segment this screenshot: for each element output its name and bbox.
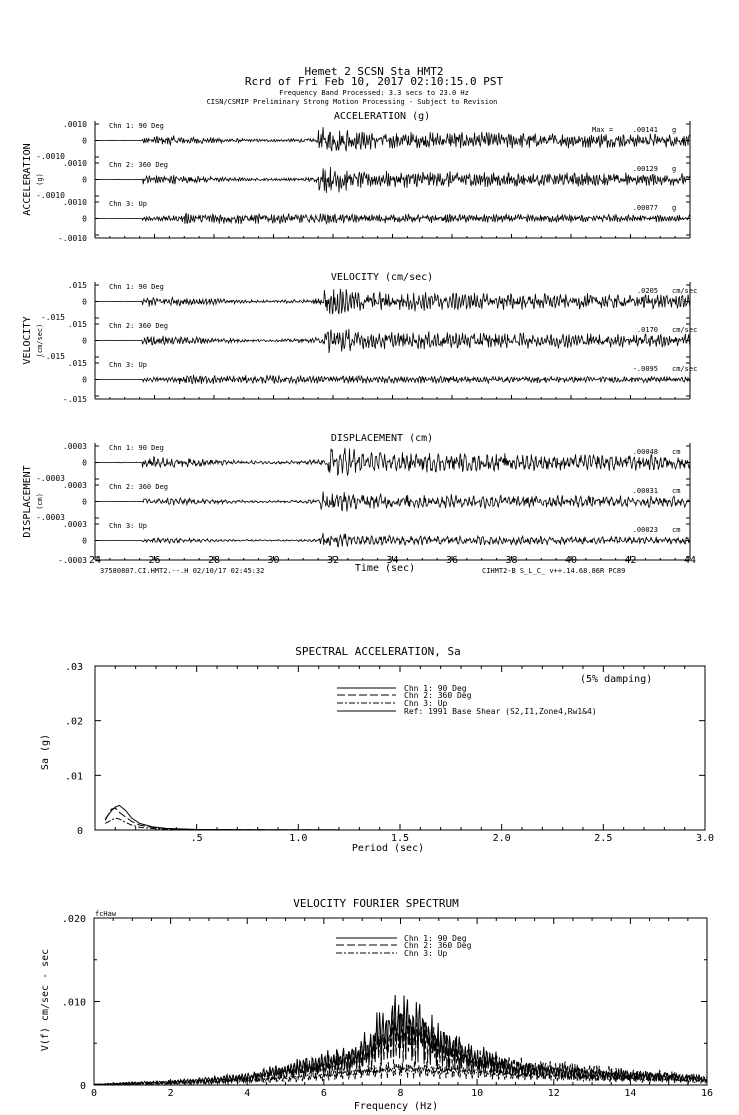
legend-label: Ref: 1991 Base Shear (S2,I1,Zone4,Rw1&4)	[404, 707, 597, 716]
legend-label: Chn 2: 360 Deg	[404, 941, 472, 950]
x-tick-label: 24	[88, 555, 102, 566]
panel-title: VELOCITY (cm/sec)	[330, 272, 434, 283]
channel-trace	[95, 329, 690, 353]
legend-label: Chn 1: 90 Deg	[404, 684, 467, 693]
x-tick-label: 32	[326, 555, 340, 566]
y-tick-label-top: .0010	[62, 198, 87, 207]
channel-peak-value: .0170	[636, 326, 658, 334]
y-tick-label: 0	[76, 826, 83, 837]
x-tick-label: 38	[505, 555, 518, 566]
channel-peak-value: .00023	[632, 526, 658, 534]
x-tick-label: 44	[683, 555, 697, 566]
channel-name: Chn 3: Up	[109, 200, 147, 208]
x-tick-label: 1.5	[390, 833, 410, 844]
channel-unit: cm/sec	[672, 326, 698, 334]
x-tick-label: 3.0	[695, 833, 715, 844]
time-series-panels	[22, 111, 697, 566]
channel-unit: g	[672, 204, 677, 212]
channel-name: Chn 1: 90 Deg	[109, 283, 164, 291]
channel-peak-value: .00077	[632, 204, 658, 212]
y-tick-label-zero: 0	[82, 136, 87, 146]
channel-name: Chn 1: 90 Deg	[109, 444, 164, 452]
x-tick-label: 10	[471, 1088, 484, 1099]
x-tick-label: 28	[207, 555, 221, 566]
sa-series-line	[105, 805, 339, 830]
panel-yunit: (cm)	[36, 493, 44, 510]
channel-peak-value: .0205	[636, 287, 658, 295]
channel-unit: cm/sec	[672, 287, 698, 295]
x-tick-label: 6	[320, 1088, 327, 1099]
y-tick-label: .020	[61, 914, 86, 925]
channel-peak-value: .00129	[632, 165, 658, 173]
legend-label: Chn 2: 360 Deg	[404, 691, 472, 700]
channel-name: Chn 2: 360 Deg	[109, 322, 169, 330]
x-tick-label: 1.0	[289, 833, 308, 844]
panel-ylabel: ACCELERATION	[22, 143, 33, 216]
y-tick-label-top: .0010	[62, 120, 87, 129]
spectral-acceleration-chart	[65, 662, 714, 844]
channel-unit: g	[672, 165, 677, 173]
header-record-time: Rcrd of Fri Feb 10, 2017 02:10:15.0 PST	[244, 75, 504, 88]
y-tick-label-bottom: -.015	[62, 395, 87, 404]
plot-frame	[94, 918, 707, 1085]
channel-unit: cm/sec	[672, 365, 698, 373]
y-tick-label-zero: 0	[82, 214, 87, 224]
x-tick-label: 2.0	[492, 833, 511, 844]
x-tick-label: 14	[624, 1088, 637, 1099]
legend-label: Chn 3: Up	[404, 699, 448, 708]
channel-peak-value: -.0095	[632, 365, 658, 373]
channel-trace	[95, 375, 690, 384]
x-tick-label: 16	[700, 1088, 714, 1099]
y-tick-label: .03	[64, 662, 83, 673]
channel-name: Chn 2: 360 Deg	[109, 483, 169, 491]
time-footer-left: 37580807.CI.HMT2.--.H 02/10/17 02:45:32	[100, 567, 265, 575]
channel-name: Chn 3: Up	[109, 361, 147, 369]
channel-unit: cm	[672, 448, 681, 456]
fourier-title: VELOCITY FOURIER SPECTRUM	[293, 897, 459, 910]
y-tick-label: .01	[64, 771, 83, 783]
y-tick-label-bottom: -.0010	[58, 234, 87, 243]
fourier-corner-label: fcHaw	[95, 910, 117, 918]
y-tick-label-bottom: -.015	[40, 352, 65, 361]
y-tick-label: .010	[61, 997, 86, 1009]
y-tick-label-zero: 0	[82, 175, 87, 185]
y-tick-label-zero: 0	[82, 297, 87, 307]
y-tick-label: .02	[64, 716, 83, 728]
y-tick-label-zero: 0	[82, 336, 87, 346]
y-tick-label-bottom: -.0010	[36, 191, 65, 200]
y-tick-label-top: .015	[67, 281, 87, 290]
channel-peak-value: .00048	[632, 448, 658, 456]
x-tick-label: 0	[90, 1088, 98, 1099]
legend-label: Chn 1: 90 Deg	[404, 934, 467, 943]
sa-series-line	[105, 808, 339, 830]
plot-frame	[95, 666, 705, 830]
panel-yunit: (cm/sec)	[36, 323, 44, 358]
legend-label: Chn 3: Up	[404, 949, 448, 958]
channel-trace	[95, 213, 690, 224]
channel-trace	[95, 533, 690, 547]
channel-peak-value: .00141	[632, 126, 658, 134]
panel-title: ACCELERATION (g)	[333, 111, 431, 122]
x-tick-label: 40	[564, 555, 578, 566]
time-footer-right: CIHMT2-B S_L_C_ v++.14.68.86R PC89	[482, 567, 626, 575]
channel-name: Chn 3: Up	[109, 522, 147, 530]
x-tick-label: 26	[148, 555, 161, 566]
y-tick-label-top: .015	[67, 359, 87, 368]
channel-unit: g	[672, 126, 677, 134]
channel-unit: cm	[672, 526, 681, 534]
y-tick-label-top: .0003	[62, 442, 87, 451]
panel-ylabel: VELOCITY	[22, 316, 33, 365]
channel-peak-value: .00031	[632, 487, 658, 495]
x-tick-label: 36	[445, 555, 459, 566]
channel-trace	[95, 167, 690, 193]
channel-trace	[95, 448, 690, 476]
channel-name: Chn 1: 90 Deg	[109, 122, 164, 130]
y-tick-label-top: .015	[67, 320, 87, 329]
panel-title: DISPLACEMENT (cm)	[330, 433, 434, 444]
y-tick-label-top: .0003	[62, 481, 87, 490]
x-tick-label: 4	[244, 1088, 251, 1099]
y-tick-label-top: .0003	[62, 520, 87, 529]
panel-yunit: (g)	[36, 173, 44, 186]
x-tick-label: 34	[386, 555, 399, 566]
y-tick-label: 0	[79, 1081, 86, 1092]
y-tick-label-bottom: -.0003	[58, 556, 87, 565]
y-tick-label-zero: 0	[82, 458, 87, 468]
channel-unit: cm	[672, 487, 681, 495]
y-tick-label-zero: 0	[82, 375, 87, 385]
panel-ylabel: DISPLACEMENT	[22, 465, 33, 538]
time-axis-label: Time (sec)	[354, 563, 416, 574]
max-prefix: Max =	[592, 126, 614, 134]
y-tick-label-bottom: -.0003	[36, 513, 65, 522]
header-frequency-band: Frequency Band Processed: 3.3 secs to 23.0 Hz	[279, 89, 469, 97]
channel-trace	[95, 289, 690, 314]
x-tick-label: 30	[267, 555, 280, 566]
y-tick-label-zero: 0	[82, 497, 87, 507]
sa-xlabel: Period (sec)	[351, 843, 425, 854]
x-tick-label: 42	[624, 555, 637, 566]
channel-trace	[95, 491, 690, 511]
x-tick-label: 2.5	[594, 833, 613, 844]
channel-name: Chn 2: 360 Deg	[109, 161, 169, 169]
fourier-xlabel: Frequency (Hz)	[353, 1101, 439, 1112]
x-tick-label: 8	[397, 1088, 404, 1099]
sa-ylabel: Sa (g)	[40, 733, 51, 771]
x-tick-label: 2	[167, 1088, 174, 1099]
y-tick-label-bottom: -.0003	[36, 474, 65, 483]
sa-damping-note: (5% damping)	[580, 674, 653, 685]
y-tick-label-zero: 0	[82, 536, 87, 546]
header-station: Hemet 2 SCSN Sta HMT2	[304, 65, 444, 78]
y-tick-label-bottom: -.015	[40, 313, 65, 322]
x-tick-label: 12	[547, 1088, 560, 1099]
sa-title: SPECTRAL ACCELERATION, Sa	[295, 645, 461, 658]
velocity-fourier-spectrum-chart	[62, 914, 713, 1099]
header-processing-note: CISN/CSMIP Preliminary Strong Motion Processing - Subject to Revision	[206, 98, 498, 106]
fourier-ylabel: V(f) cm/sec - sec	[40, 948, 51, 1052]
x-tick-label: .5	[190, 833, 203, 844]
y-tick-label-bottom: -.0010	[36, 152, 65, 161]
y-tick-label-top: .0010	[62, 159, 87, 168]
